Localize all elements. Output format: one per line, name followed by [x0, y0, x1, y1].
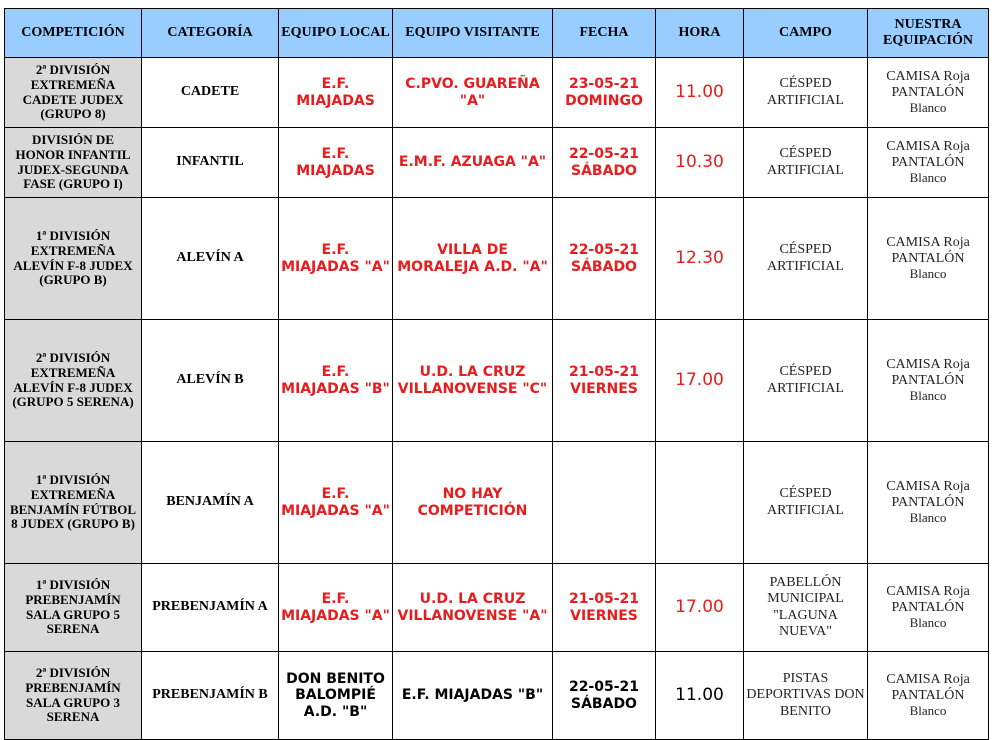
kit-cell: [868, 198, 989, 320]
competition-cell: 2ª DIVISIÓN EXTREMEÑA ALEVÍN F-8 JUDEX (GRUPO 5 SERENA): [5, 320, 142, 442]
home-team-cell: E.F. MIAJADAS "A": [279, 564, 393, 652]
header-equipo-visitante: EQUIPO VISITANTE: [393, 9, 553, 58]
away-team-cell: C.PVO. GUAREÑA "A": [393, 58, 553, 128]
kit-shorts: PANTALÓN: [891, 495, 965, 511]
kit-shorts: PANTALÓN: [891, 251, 965, 267]
field-cell: CÉSPED ARTIFICIAL: [744, 198, 868, 320]
kit-shorts: PANTALÓN: [891, 373, 965, 389]
date-weekday: SÁBADO: [571, 162, 637, 179]
table-row: [5, 320, 989, 442]
category-cell: CADETE: [142, 58, 279, 128]
competition-cell: DIVISIÓN DE HONOR INFANTIL JUDEX-SEGUNDA FASE (GRUPO I): [5, 128, 142, 198]
table-row: [5, 58, 989, 128]
kit-shirt: CAMISA Roja: [886, 234, 970, 250]
away-team-cell: NO HAY COMPETICIÓN: [393, 442, 553, 564]
date-day: 21-05-21: [568, 591, 640, 608]
kit-shorts: PANTALÓN: [891, 600, 965, 616]
kit-shirt: CAMISA Roja: [886, 671, 970, 687]
table-row: [5, 652, 989, 740]
header-equipo-local: EQUIPO LOCAL: [279, 9, 393, 58]
category-cell: ALEVÍN A: [142, 198, 279, 320]
date-weekday: SÁBADO: [571, 695, 637, 712]
date-weekday: SÁBADO: [571, 258, 637, 275]
time-cell: 10.30: [656, 128, 744, 198]
field-cell: PABELLÓN MUNICIPAL "LAGUNA NUEVA": [744, 564, 868, 652]
header-row: [5, 9, 989, 58]
date-cell: [553, 198, 656, 320]
time-cell: 17.00: [656, 320, 744, 442]
home-team-cell: DON BENITO BALOMPIÉ A.D. "B": [279, 652, 393, 740]
time-cell: [656, 442, 744, 564]
home-team-cell: E.F. MIAJADAS: [279, 58, 393, 128]
competition-cell: 2ª DIVISIÓN EXTREMEÑA CADETE JUDEX (GRUPO 8): [5, 58, 142, 128]
kit-cell: [868, 442, 989, 564]
date-day: 22-05-21: [568, 146, 640, 163]
date-cell: [553, 652, 656, 740]
date-cell: [553, 442, 656, 564]
away-team-cell: U.D. LA CRUZ VILLANOVENSE "A": [393, 564, 553, 652]
away-team-cell: U.D. LA CRUZ VILLANOVENSE "C": [393, 320, 553, 442]
field-cell: CÉSPED ARTIFICIAL: [744, 128, 868, 198]
date-weekday: VIERNES: [570, 607, 638, 624]
table-row: [5, 198, 989, 320]
header-campo: CAMPO: [744, 9, 868, 58]
table-row: [5, 128, 989, 198]
competition-cell: 2ª DIVISIÓN PREBENJAMÍN SALA GRUPO 3 SERENA: [5, 652, 142, 740]
date-day: 21-05-21: [568, 364, 640, 381]
kit-shirt: CAMISA Roja: [886, 583, 970, 599]
category-cell: BENJAMÍN A: [142, 442, 279, 564]
field-cell: CÉSPED ARTIFICIAL: [744, 320, 868, 442]
kit-shorts-color: Blanco: [909, 100, 947, 116]
header-competicion: COMPETICIÓN: [5, 9, 142, 58]
competition-cell: 1ª DIVISIÓN EXTREMEÑA BENJAMÍN FÚTBOL 8 JUDEX (GRUPO B): [5, 442, 142, 564]
kit-cell: [868, 320, 989, 442]
kit-shorts-color: Blanco: [909, 388, 947, 404]
field-cell: CÉSPED ARTIFICIAL: [744, 58, 868, 128]
header-nuestra-equipacion: NUESTRA EQUIPACIÓN: [868, 9, 989, 58]
home-team-cell: E.F. MIAJADAS "A": [279, 442, 393, 564]
date-cell: [553, 564, 656, 652]
kit-shirt: CAMISA Roja: [886, 138, 970, 154]
time-cell: 12.30: [656, 198, 744, 320]
kit-shorts-color: Blanco: [909, 703, 947, 719]
category-cell: PREBENJAMÍN B: [142, 652, 279, 740]
date-weekday: DOMINGO: [565, 92, 643, 109]
home-team-cell: E.F. MIAJADAS "A": [279, 198, 393, 320]
kit-shorts-color: Blanco: [909, 266, 947, 282]
date-cell: [553, 128, 656, 198]
table-row: [5, 442, 989, 564]
kit-shorts-color: Blanco: [909, 510, 947, 526]
away-team-cell: E.M.F. AZUAGA "A": [393, 128, 553, 198]
kit-shirt: CAMISA Roja: [886, 356, 970, 372]
time-cell: 17.00: [656, 564, 744, 652]
away-team-cell: E.F. MIAJADAS "B": [393, 652, 553, 740]
header-hora: HORA: [656, 9, 744, 58]
field-cell: PISTAS DEPORTIVAS DON BENITO: [744, 652, 868, 740]
date-day: 23-05-21: [568, 76, 640, 93]
table-row: [5, 564, 989, 652]
time-cell: 11.00: [656, 58, 744, 128]
kit-shirt: CAMISA Roja: [886, 478, 970, 494]
kit-cell: [868, 652, 989, 740]
competition-cell: 1ª DIVISIÓN PREBENJAMÍN SALA GRUPO 5 SERENA: [5, 564, 142, 652]
match-schedule-table: [4, 8, 989, 740]
kit-cell: [868, 564, 989, 652]
kit-cell: [868, 128, 989, 198]
kit-shorts: PANTALÓN: [891, 85, 965, 101]
time-cell: 11.00: [656, 652, 744, 740]
home-team-cell: E.F. MIAJADAS: [279, 128, 393, 198]
category-cell: PREBENJAMÍN A: [142, 564, 279, 652]
header-fecha: FECHA: [553, 9, 656, 58]
kit-cell: [868, 58, 989, 128]
date-cell: [553, 58, 656, 128]
kit-shirt: CAMISA Roja: [886, 68, 970, 84]
kit-shorts: PANTALÓN: [891, 688, 965, 704]
kit-shorts-color: Blanco: [909, 615, 947, 631]
kit-shorts: PANTALÓN: [891, 155, 965, 171]
header-categoria: CATEGORÍA: [142, 9, 279, 58]
field-cell: CÉSPED ARTIFICIAL: [744, 442, 868, 564]
date-day: 22-05-21: [568, 242, 640, 259]
date-cell: [553, 320, 656, 442]
date-day: 22-05-21: [568, 679, 640, 696]
kit-shorts-color: Blanco: [909, 170, 947, 186]
away-team-cell: VILLA DE MORALEJA A.D. "A": [393, 198, 553, 320]
home-team-cell: E.F. MIAJADAS "B": [279, 320, 393, 442]
category-cell: ALEVÍN B: [142, 320, 279, 442]
competition-cell: 1ª DIVISIÓN EXTREMEÑA ALEVÍN F-8 JUDEX (GRUPO B): [5, 198, 142, 320]
date-weekday: VIERNES: [570, 380, 638, 397]
category-cell: INFANTIL: [142, 128, 279, 198]
